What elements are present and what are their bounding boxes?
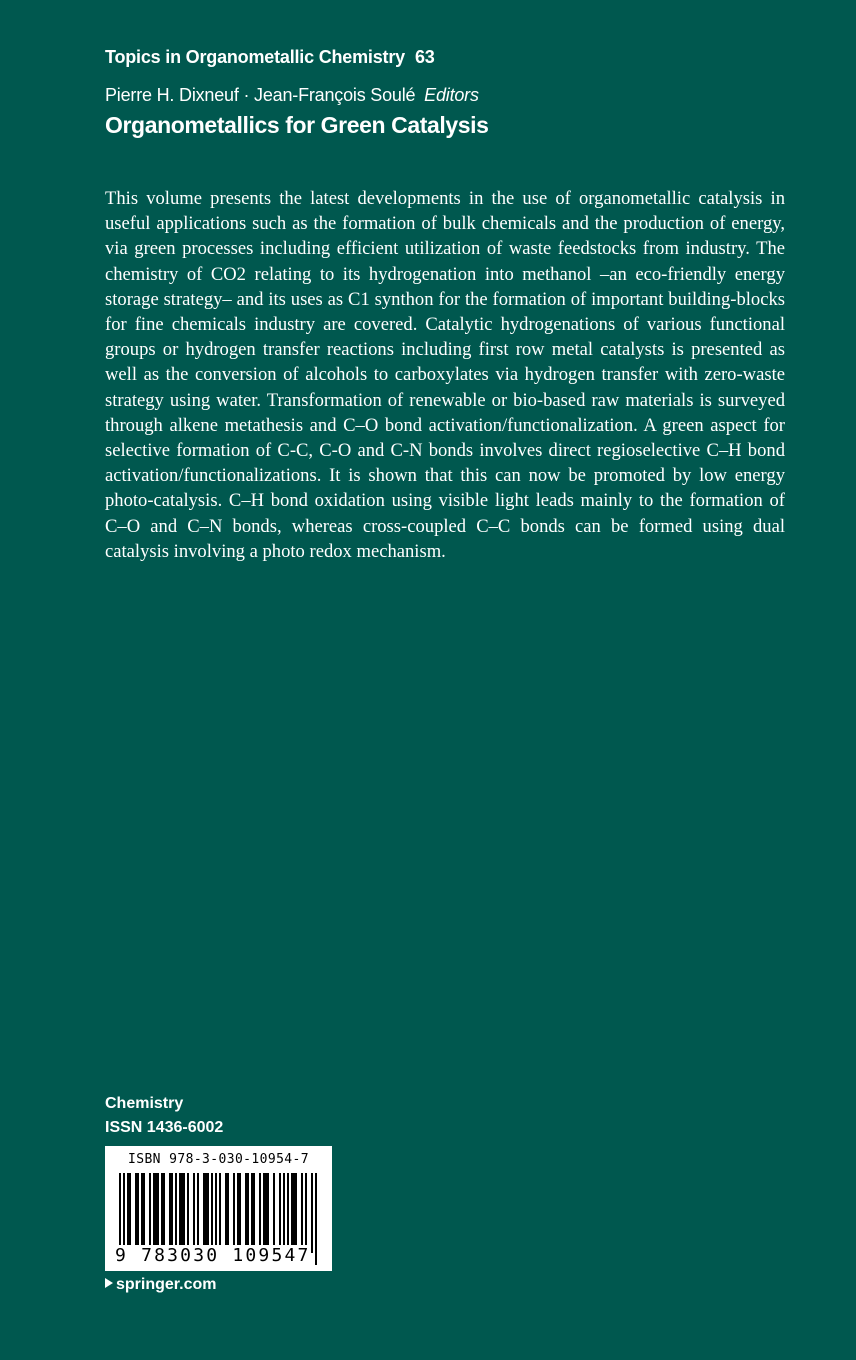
barcode-bar	[127, 1173, 129, 1253]
issn-label: ISSN 1436-6002	[105, 1119, 224, 1136]
barcode-bar	[279, 1173, 281, 1253]
barcode-bar	[273, 1173, 275, 1253]
series-name: Topics in Organometallic Chemistry	[105, 47, 405, 67]
barcode-bar	[169, 1173, 171, 1253]
barcode-bar	[135, 1173, 137, 1253]
barcode-bar	[247, 1173, 249, 1253]
barcode-bar	[225, 1173, 227, 1253]
barcode-bar	[287, 1173, 289, 1253]
book-description: This volume presents the latest developments in the use of organometallic catalysis in useful applications such as the formation of bulk chemicals and the production of energy, via green processes including efficient utilization of waste feedstocks from industry. The chemistry of CO2 relating to its hydrogenation into methanol –an eco-friendly energy storage strategy– and its uses as C1 synthon for the formation of important building-blocks for fine chemicals industry are covered. Catalytic hydrogenations of various functional groups or hydrogen transfer reactions including first row metal catalysts is presented as well as the conversion of alcohols to carboxylates via hydrogen transfer with zero-waste strategy using water. Transformation of renewable or bio-based raw materials is surveyed through alkene metathesis and C–O bond activation/functionalization. A green aspect for selective formation of C-C, C-O and C-N bonds involves direct regioselective C–H bond activation/functionalizations. It is shown that this can now be promoted by low energy photo-catalysis. C–H bond oxidation using visible light leads mainly to the formation of C–O and C–N bonds, whereas cross-coupled C–C bonds can be formed using dual catalysis involving a photo redox mechanism.	[105, 188, 785, 562]
barcode-bar	[259, 1173, 261, 1253]
barcode-bar	[155, 1173, 157, 1253]
barcode-bar	[311, 1173, 313, 1253]
ean-digits: 9 783030 109547	[115, 1245, 311, 1266]
barcode-bar	[301, 1173, 303, 1253]
barcode-bar	[267, 1173, 269, 1253]
barcode-bar	[245, 1173, 247, 1253]
isbn-text: ISBN 978-3-030-10954-7	[128, 1152, 309, 1167]
arrow-icon	[105, 1278, 113, 1288]
subject-label: Chemistry	[105, 1095, 184, 1112]
editor-names: Pierre H. Dixneuf · Jean-François Soulé	[105, 85, 416, 105]
barcode-bar	[175, 1173, 177, 1253]
barcode-bar	[237, 1173, 239, 1253]
barcode-bar	[305, 1173, 307, 1253]
barcode-bar	[265, 1173, 267, 1253]
barcode-bar	[183, 1173, 185, 1253]
barcode-bar	[227, 1173, 229, 1253]
barcode-bar	[295, 1173, 297, 1253]
barcode-bar	[253, 1173, 255, 1253]
barcode-bar	[129, 1173, 131, 1253]
barcode-bar	[315, 1173, 317, 1265]
barcode-bar	[171, 1173, 173, 1253]
barcode-bar	[161, 1173, 163, 1253]
book-title: Organometallics for Green Catalysis	[105, 112, 489, 138]
barcode-bar	[163, 1173, 165, 1253]
barcode-box	[105, 1146, 332, 1271]
barcode-bar	[251, 1173, 253, 1253]
barcode-bar	[179, 1173, 181, 1253]
barcode-bar	[141, 1173, 143, 1253]
barcode-bar	[211, 1173, 213, 1253]
barcode-bar	[283, 1173, 285, 1253]
barcode-bar	[193, 1173, 195, 1253]
website-link[interactable]	[105, 1276, 216, 1294]
barcode-bar	[205, 1173, 207, 1253]
barcode-bar	[157, 1173, 159, 1253]
barcode-bar	[187, 1173, 189, 1253]
barcode-bar	[239, 1173, 241, 1253]
barcode-bar	[291, 1173, 293, 1253]
barcode-bar	[233, 1173, 235, 1253]
barcode-bar	[207, 1173, 209, 1253]
barcode-bar	[153, 1173, 155, 1253]
editors-role: Editors	[424, 85, 479, 105]
barcode-bar	[181, 1173, 183, 1253]
editors-line	[105, 85, 479, 106]
barcode-bar	[143, 1173, 145, 1253]
barcode-bar	[293, 1173, 295, 1253]
series-line	[105, 47, 435, 68]
barcode-bar	[149, 1173, 151, 1253]
barcode-bar	[137, 1173, 139, 1253]
website-text: springer.com	[116, 1276, 217, 1293]
barcode-bar	[197, 1173, 199, 1253]
series-volume: 63	[414, 47, 435, 67]
barcode-bar	[263, 1173, 265, 1253]
barcode-bar	[203, 1173, 205, 1253]
